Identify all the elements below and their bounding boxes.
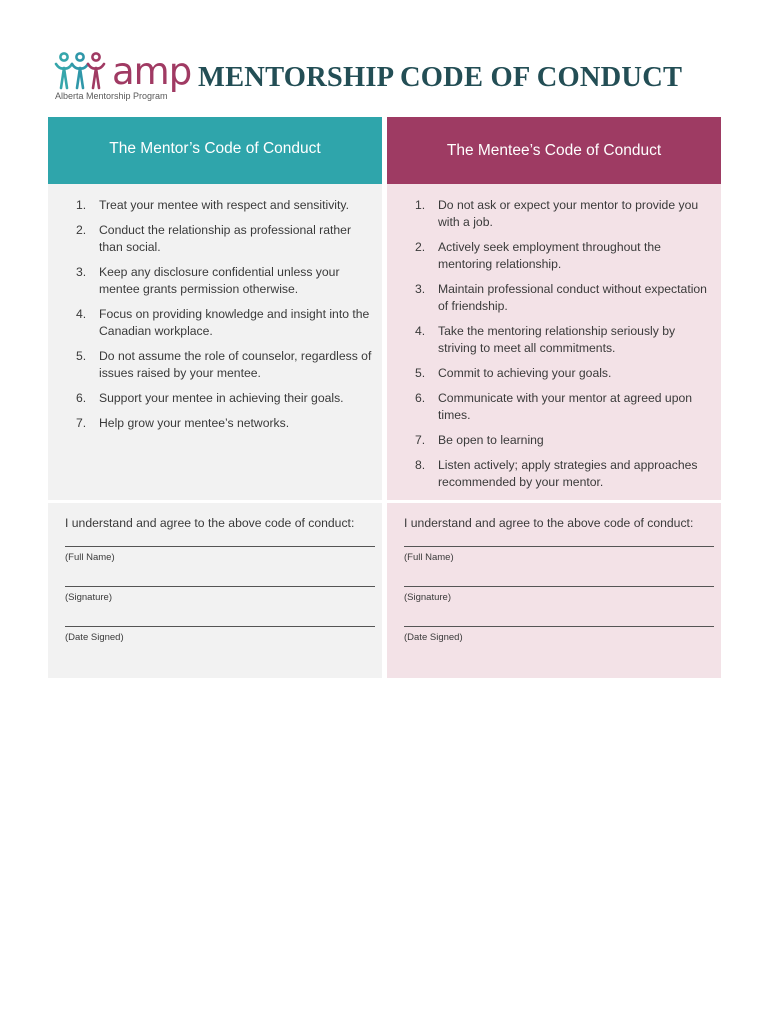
list-item: 5. Do not assume the role of counselor, regardless of issues raised by your mentee. xyxy=(76,349,372,380)
mentor-code-list xyxy=(48,197,382,432)
list-item-text: Listen actively; apply strategies and approaches recommended by your mentor. xyxy=(438,458,698,489)
mentor-column xyxy=(48,117,382,678)
list-item-text: Support your mentee in achieving their goals. xyxy=(99,391,344,405)
list-item: 6. Support your mentee in achieving their goals. xyxy=(76,391,344,405)
mentor-header: The Mentor’s Code of Conduct xyxy=(48,117,382,184)
full-name-line[interactable] xyxy=(404,546,714,547)
list-item: 5. Commit to achieving your goals. xyxy=(415,366,612,380)
list-item-text: Conduct the relationship as professional rather than social. xyxy=(99,223,352,254)
mentor-signature-panel xyxy=(48,503,382,678)
date-signed-label: (Date Signed) xyxy=(404,632,463,643)
list-item: 1. Do not ask or expect your mentor to provide you with a job. xyxy=(415,198,699,229)
page-title: MENTORSHIP CODE OF CONDUCT xyxy=(198,62,683,93)
people-icon xyxy=(52,50,110,92)
list-item-text: Actively seek employment throughout the mentoring relationship. xyxy=(438,240,661,271)
list-item-text: Treat your mentee with respect and sensitivity. xyxy=(99,198,349,212)
logo-wordmark: amp xyxy=(112,50,192,93)
logo-subtitle: Alberta Mentorship Program xyxy=(55,91,168,101)
list-item-text: Help grow your mentee’s networks. xyxy=(99,416,290,430)
mentor-list-panel xyxy=(48,184,382,500)
list-item: 4. Take the mentoring relationship seriously by striving to meet all commitments. xyxy=(415,324,676,355)
list-item: 7. Help grow your mentee’s networks. xyxy=(76,416,290,430)
agreement-text: I understand and agree to the above code of conduct: xyxy=(65,516,355,530)
list-item: 1. Treat your mentee with respect and sensitivity. xyxy=(76,198,349,212)
signature-line[interactable] xyxy=(65,586,375,587)
list-item: 7. Be open to learning xyxy=(415,433,544,447)
signature-line[interactable] xyxy=(404,586,714,587)
mentee-signature-panel xyxy=(387,503,721,678)
list-item-text: Keep any disclosure confidential unless your mentee grants permission otherwise. xyxy=(99,265,340,296)
list-item: 2. Conduct the relationship as professional rather than social. xyxy=(76,223,352,254)
list-item-text: Maintain professional conduct without expectation of friendship. xyxy=(438,282,707,313)
full-name-label: (Full Name) xyxy=(404,552,454,563)
list-item-text: Communicate with your mentor at agreed upon times. xyxy=(438,391,693,422)
list-item-text: Be open to learning xyxy=(438,433,544,447)
mentee-list-panel xyxy=(387,184,721,500)
list-item: 4. Focus on providing knowledge and insight into the Canadian workplace. xyxy=(76,307,370,338)
full-name-line[interactable] xyxy=(65,546,375,547)
full-name-label: (Full Name) xyxy=(65,552,115,563)
list-item: 3. Maintain professional conduct without expectation of friendship. xyxy=(415,282,707,313)
list-item-text: Focus on providing knowledge and insight into the Canadian workplace. xyxy=(99,307,370,338)
list-item: 3. Keep any disclosure confidential unless your mentee grants permission otherwise. xyxy=(76,265,340,296)
date-signed-line[interactable] xyxy=(65,626,375,627)
amp-logo xyxy=(52,50,192,106)
mentee-column xyxy=(387,117,721,678)
date-signed-line[interactable] xyxy=(404,626,714,627)
list-item: 6. Communicate with your mentor at agreed upon times. xyxy=(415,391,693,422)
mentee-code-list xyxy=(387,197,721,491)
list-item: 2. Actively seek employment throughout the mentoring relationship. xyxy=(415,240,661,271)
list-item-text: Commit to achieving your goals. xyxy=(438,366,612,380)
list-item-text: Do not assume the role of counselor, regardless of issues raised by your mentee. xyxy=(99,349,372,380)
agreement-text: I understand and agree to the above code of conduct: xyxy=(404,516,694,530)
signature-label: (Signature) xyxy=(404,592,451,603)
list-item-text: Do not ask or expect your mentor to provide you with a job. xyxy=(438,198,699,229)
list-item: 8. Listen actively; apply strategies and approaches recommended by your mentor. xyxy=(415,458,698,489)
mentee-header: The Mentee’s Code of Conduct xyxy=(387,117,721,184)
list-item-text: Take the mentoring relationship seriously by striving to meet all commitments. xyxy=(438,324,676,355)
signature-label: (Signature) xyxy=(65,592,112,603)
date-signed-label: (Date Signed) xyxy=(65,632,124,643)
